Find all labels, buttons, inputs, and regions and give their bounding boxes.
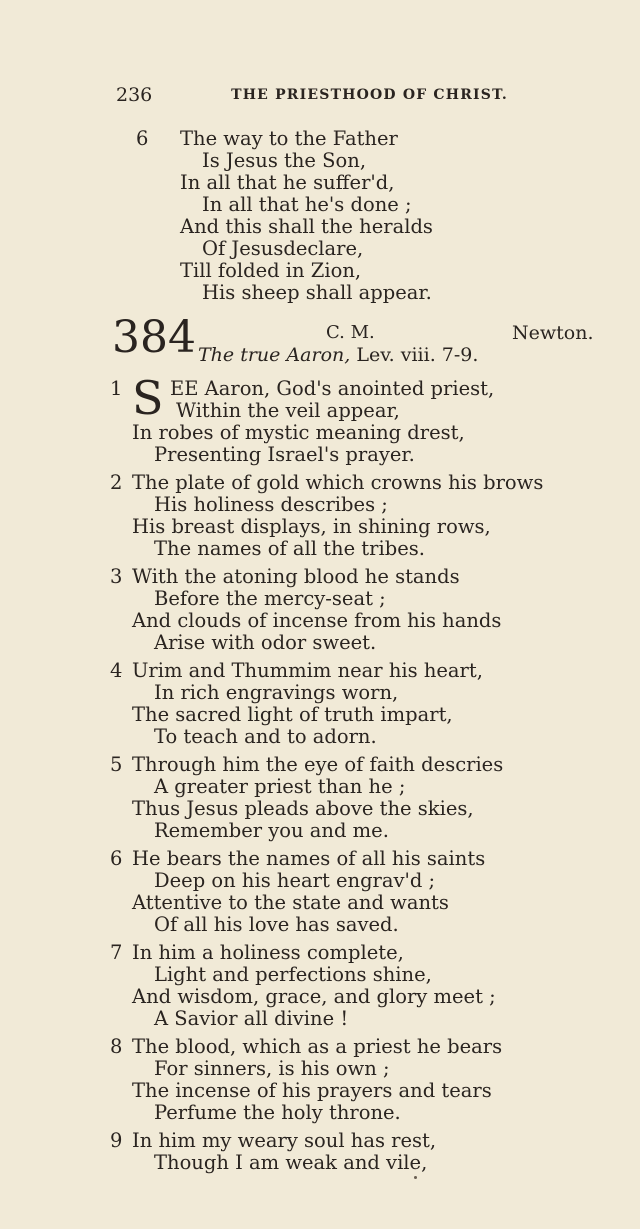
verse-line: A Savior all divine ! [154, 1007, 349, 1030]
verse-line: The sacred light of truth impart, [132, 703, 453, 726]
subtitle-title: The true Aaron, [198, 344, 351, 366]
drop-cap: S [132, 371, 164, 425]
subtitle-reference: Lev. viii. 7-9. [356, 344, 479, 366]
prev-verse-line: Of Jesusdeclare, [202, 237, 364, 260]
verse-line: His breast displays, in shining rows, [132, 515, 491, 538]
verse-line: The names of all the tribes. [154, 537, 425, 560]
verse-number: 5 [110, 753, 123, 776]
prev-verse-line: Till folded in Zion, [180, 259, 362, 282]
prev-verse-line: Is Jesus the Son, [202, 149, 367, 172]
verse-line: With the atoning blood he stands [132, 565, 460, 588]
verse-line: A greater priest than he ; [154, 775, 406, 798]
verse-line: To teach and to adorn. [154, 725, 377, 748]
verse-line: In rich engravings worn, [154, 681, 399, 704]
verse-line: Perfume the holy throne. [154, 1101, 401, 1124]
verse-line: Though I am weak and vile, [154, 1151, 428, 1174]
prev-verse-line: In all that he's done ; [202, 193, 412, 216]
prev-verse-line: His sheep shall appear. [202, 281, 432, 304]
verse-line: He bears the names of all his saints [132, 847, 486, 870]
hymn-meter: C. M. [326, 322, 375, 343]
verse-number: 2 [110, 471, 123, 494]
verse-line: Thus Jesus pleads above the skies, [132, 797, 474, 820]
verse-number: 8 [110, 1035, 123, 1058]
verse-line: Before the mercy-seat ; [154, 587, 386, 610]
verse-line: His holiness describes ; [154, 493, 388, 516]
hymn-number: 384 [112, 312, 196, 363]
verse-line: And clouds of incense from his hands [132, 609, 502, 632]
verse-line: Presenting Israel's prayer. [154, 443, 415, 466]
running-head: THE PRIESTHOOD OF CHRIST. [231, 87, 508, 103]
verse-line: The blood, which as a priest he bears [132, 1035, 503, 1058]
verse-line: In robes of mystic meaning drest, [132, 421, 465, 444]
verse-line: Remember you and me. [154, 819, 389, 842]
verse-line: Within the veil appear, [176, 399, 400, 422]
verse-number: 1 [110, 377, 123, 400]
hymn-subtitle [198, 344, 478, 366]
verse-line: Of all his love has saved. [154, 913, 399, 936]
verse-line: Deep on his heart engrav'd ; [154, 869, 436, 892]
verse-line: EE Aaron, God's anointed priest, [170, 377, 495, 400]
verse-line: And wisdom, grace, and glory meet ; [132, 985, 496, 1008]
verse-number: 9 [110, 1129, 123, 1152]
verse-number: 3 [110, 565, 123, 588]
page-header [116, 84, 508, 108]
verse-line: For sinners, is his own ; [154, 1057, 390, 1080]
verse-line: In him my weary soul has rest, [132, 1129, 437, 1152]
prev-verse-number: 6 [136, 127, 149, 150]
prev-verse-line: In all that he suffer'd, [180, 171, 395, 194]
verse-line: In him a holiness complete, [132, 941, 404, 964]
page-number: 236 [116, 84, 153, 106]
verse-number: 7 [110, 941, 123, 964]
verse-number: 6 [110, 847, 123, 870]
verse-line: The plate of gold which crowns his brows [132, 471, 544, 494]
verse-line: Arise with odor sweet. [154, 631, 377, 654]
verse-line: Through him the eye of faith descries [132, 753, 504, 776]
verse-line: Light and perfections shine, [154, 963, 432, 986]
prev-verse-line: And this shall the heralds [180, 215, 433, 238]
verse-line: The incense of his prayers and tears [132, 1079, 492, 1102]
paper-speck [414, 1176, 417, 1179]
verse-line: Attentive to the state and wants [132, 891, 449, 914]
hymn-tune: Newton. [512, 322, 594, 344]
verse-line: Urim and Thummim near his heart, [132, 659, 483, 682]
verse-number: 4 [110, 659, 123, 682]
prev-verse-line: The way to the Father [180, 127, 398, 150]
